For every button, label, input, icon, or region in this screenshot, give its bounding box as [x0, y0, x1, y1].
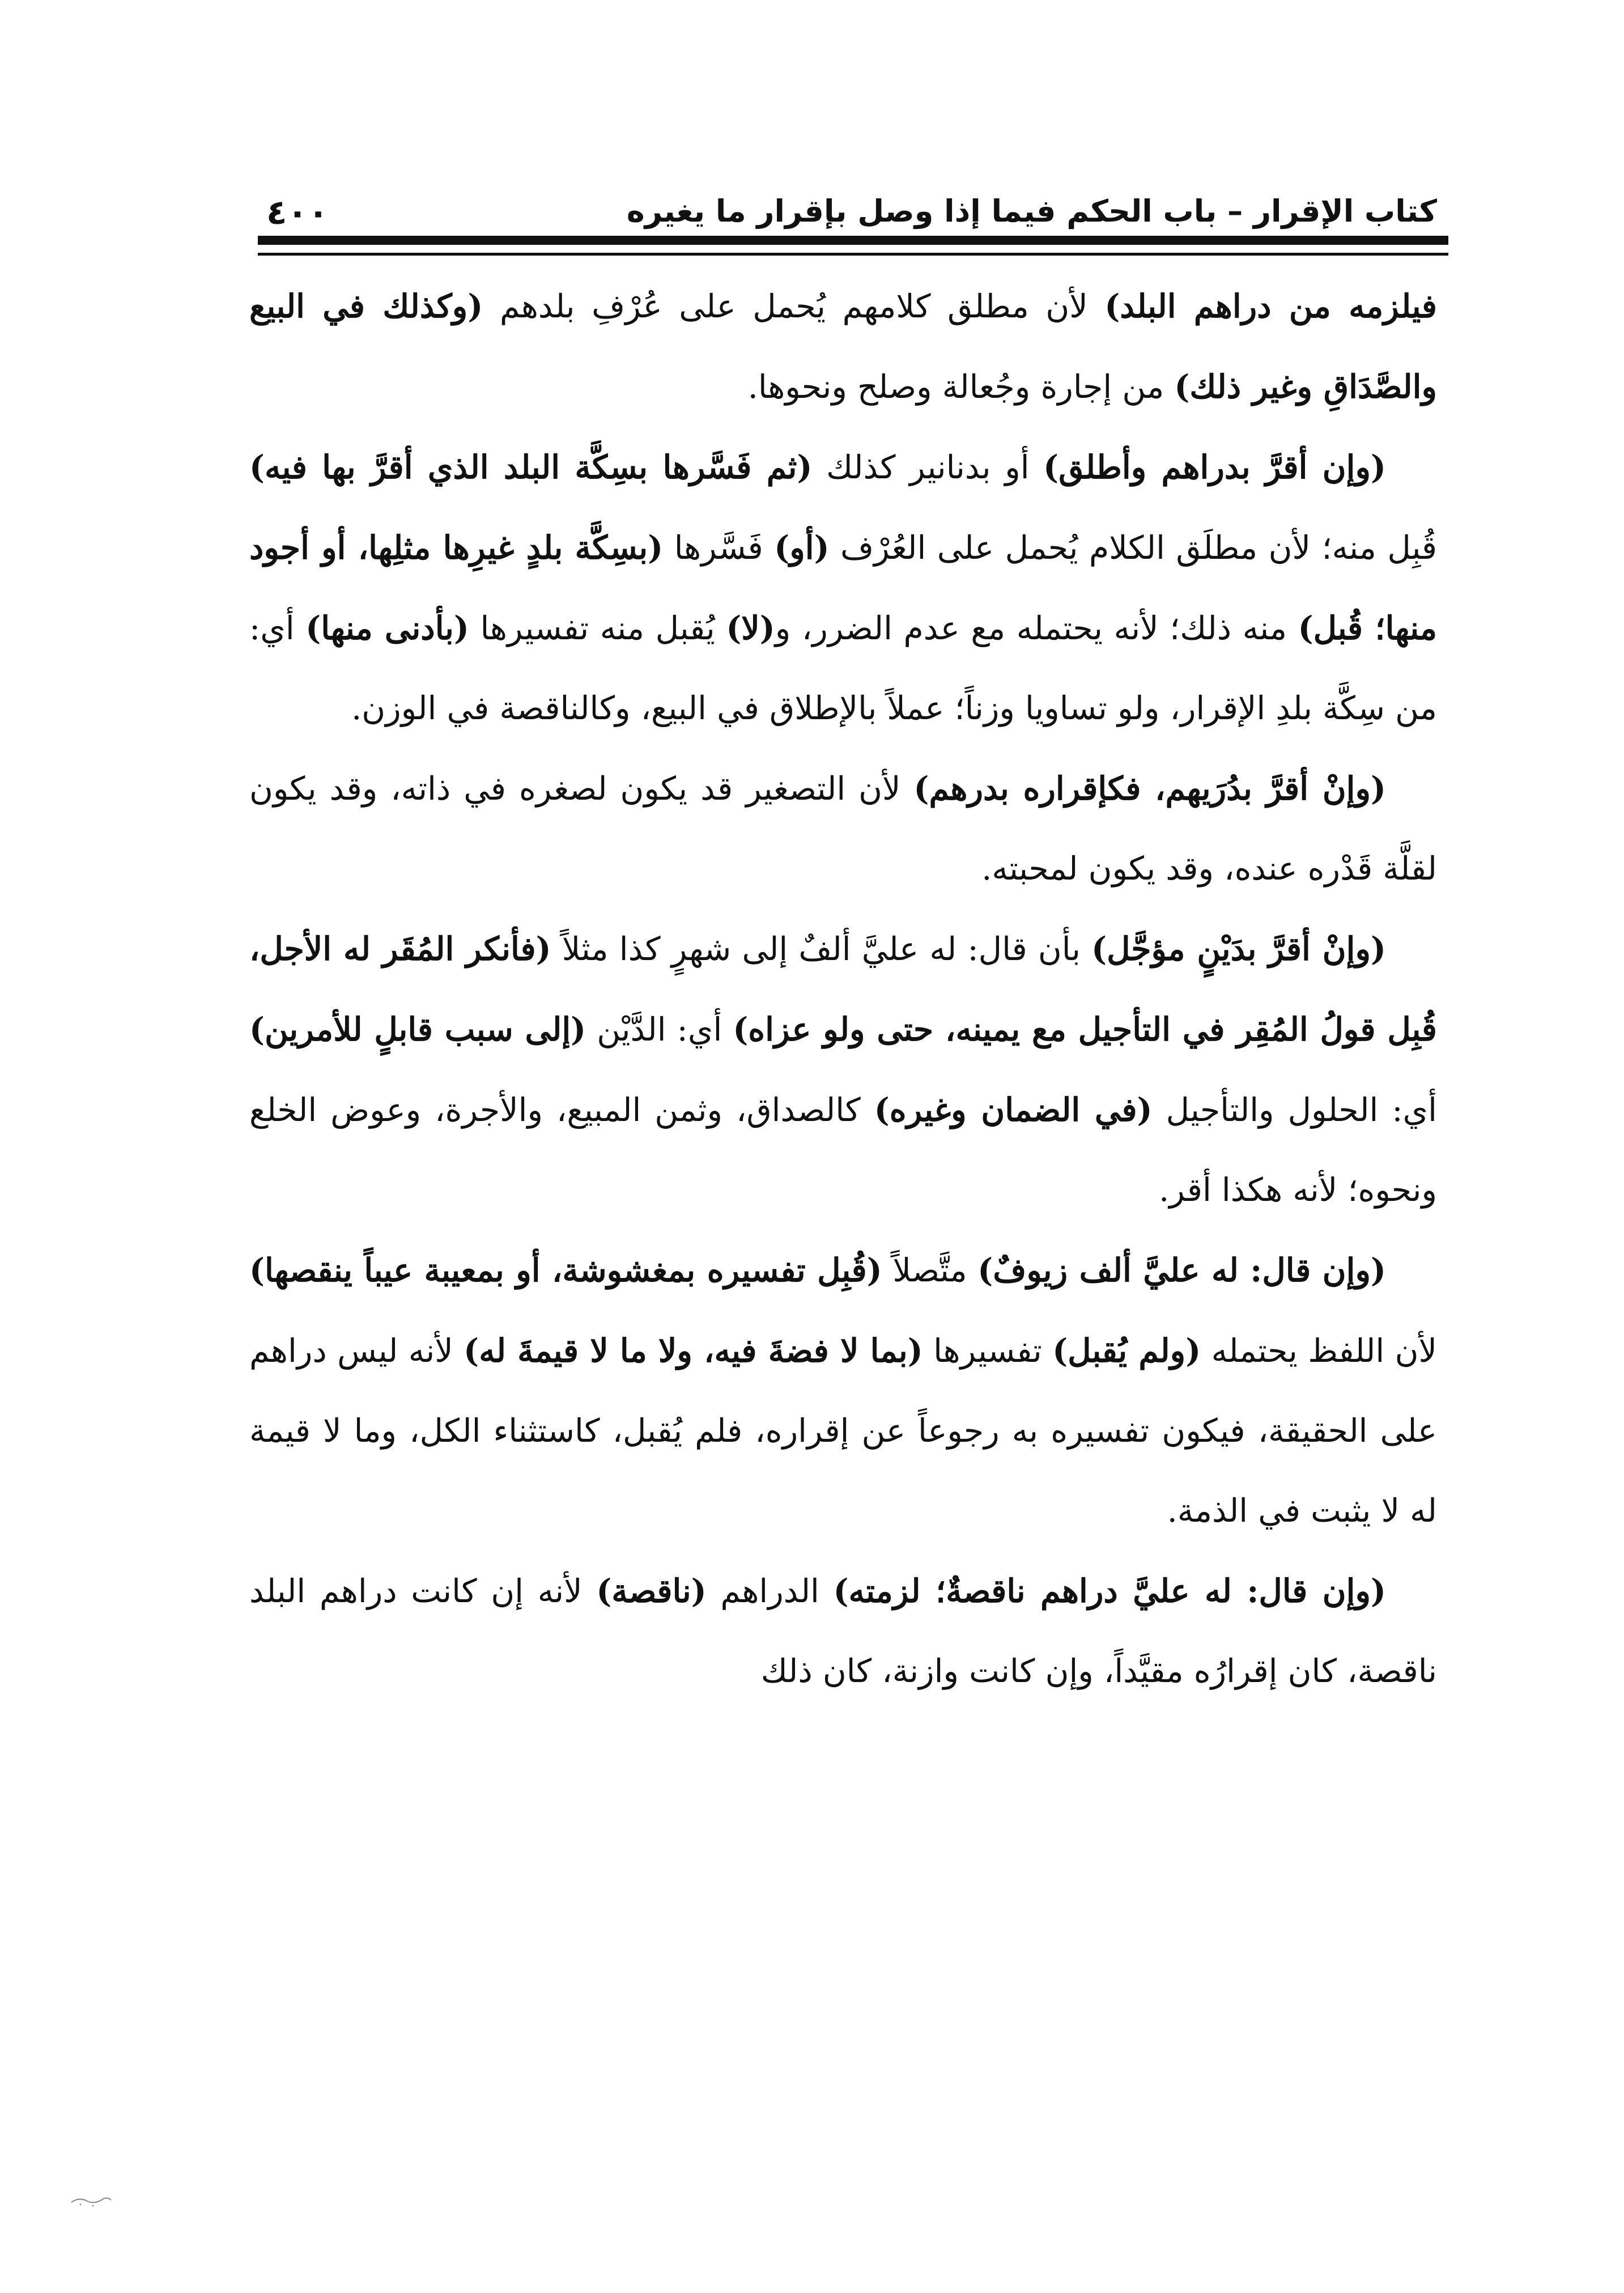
- text-segment: لأن مطلق كلامهم يُحمل على عُرْفِ بلدهم: [483, 288, 1105, 325]
- bold-segment: (لا): [726, 609, 775, 647]
- text-segment: تفسيرها: [922, 1332, 1053, 1370]
- text-segment: كالصداق، وثمن المبيع، والأجرة، وعوض الخلع ونحوه؛ لأنه هكذا أقر.: [249, 1092, 1437, 1209]
- bold-segment: (أو): [774, 529, 830, 567]
- bold-segment: (بأدنى منها): [305, 609, 469, 647]
- text-segment: قُبِل منه؛ لأن مطلَق الكلام يُحمل على العُرْف: [829, 529, 1437, 567]
- text-segment: بأن قال: له عليَّ ألفٌ إلى شهرٍ كذا مثلاً: [551, 931, 1092, 968]
- bold-segment: (بسِكَّة بلدٍ غيرِها مثلِها، أو أجود منها؛ قُبل): [249, 529, 1437, 647]
- text-segment: لأنه إن كانت دراهم البلد ناقصة، كان إقرارُه مقيَّداً، وإن كانت وازنة، كان ذلك: [249, 1573, 1437, 1690]
- scan-speck-mark: [68, 2193, 113, 2208]
- text-segment: أي: الدَّيْن: [586, 1011, 733, 1048]
- text-segment: أي: من سِكَّة بلدِ الإقرار، ولو تساويا وزناً؛ عملاً بالإطلاق في البيع، وكالناقصة في الوزن.: [249, 610, 1437, 727]
- text-segment: لأن اللفظ يحتمله: [1201, 1332, 1438, 1370]
- bold-segment: (وإن قال: له عليَّ دراهم ناقصةٌ؛ لزمته): [833, 1572, 1386, 1610]
- text-segment: الدراهم: [706, 1573, 834, 1610]
- paragraph: [249, 909, 1437, 1230]
- bold-segment: (بما لا فضةَ فيه، ولا ما لا قيمةَ له): [464, 1332, 923, 1370]
- text-segment: لأنه ليس دراهم على الحقيقة، فيكون تفسيره به رجوعاً عن إقراره، فلم يُقبل، كاستثناء الكل، وما لا قيمة له لا يثبت في الذمة.: [249, 1332, 1437, 1530]
- text-segment: لأن التصغير قد يكون لصغره في ذاته، وقد يكون لقلَّة قَدْره عنده، وقد يكون لمحبته.: [249, 770, 1437, 888]
- paragraph: [249, 1551, 1437, 1712]
- text-segment: منه ذلك؛ لأنه يحتمله مع عدم الضرر، و: [775, 610, 1298, 647]
- bold-segment: (إلى سبب قابلٍ للأمرين): [249, 1010, 586, 1048]
- text-segment: أي: الحلول والتأجيل: [1152, 1092, 1437, 1129]
- paragraph: [249, 1230, 1437, 1551]
- bold-segment: فيلزمه من دراهم البلد): [1104, 287, 1438, 325]
- bold-segment: (ولم يُقبل): [1052, 1332, 1201, 1370]
- header-rule-thin: [258, 253, 1448, 256]
- text-segment: من إجارة وجُعالة وصلح ونحوها.: [747, 368, 1175, 406]
- header-rule-thick: [258, 236, 1448, 245]
- running-header: [266, 170, 1437, 232]
- body-text: [249, 266, 1437, 1712]
- chapter-title: كتاب الإقرار – باب الحكم فيما إذا وصل بإقرار ما يغيره: [626, 193, 1437, 229]
- text-segment: فَسَّرها: [663, 529, 775, 567]
- bold-segment: (ثم فَسَّرها بسِكَّة البلد الذي أقرَّ بها فيه): [249, 448, 813, 486]
- text-segment: متَّصلاً: [882, 1252, 978, 1289]
- bold-segment: (في الضمان وغيره): [874, 1091, 1153, 1129]
- bold-segment: (فأنكر المُقَر له الأجل، قُبِل قولُ المُقِر في التأجيل مع يمينه، حتى ولو عزاه): [249, 930, 1438, 1048]
- bold-segment: (ناقصة): [596, 1572, 707, 1610]
- bold-segment: (وإنْ أقرَّ بدَيْنٍ مؤجَّل): [1091, 930, 1386, 968]
- bold-segment: (وكذلك في البيع والصَّدَاقِ وغير ذلك): [249, 287, 1437, 406]
- paragraph: [249, 427, 1437, 749]
- bold-segment: (وإن قال: له عليَّ ألف زيوفٌ): [977, 1251, 1386, 1289]
- bold-segment: (وإنْ أقرَّ بدُرَيهم، فكإقراره بدرهم): [913, 770, 1387, 808]
- text-segment: أو بدنانير كذلك: [812, 449, 1044, 486]
- bold-segment: (قُبِل تفسيره بمغشوشة، أو بمعيبة عيباً ينقصها): [249, 1251, 882, 1289]
- paragraph: [249, 266, 1437, 427]
- page-number: ٤٠٠: [266, 193, 329, 232]
- bold-segment: (وإن أقرَّ بدراهم وأطلق): [1043, 448, 1386, 486]
- paragraph: [249, 749, 1437, 909]
- text-segment: يُقبل منه تفسيرها: [469, 610, 726, 647]
